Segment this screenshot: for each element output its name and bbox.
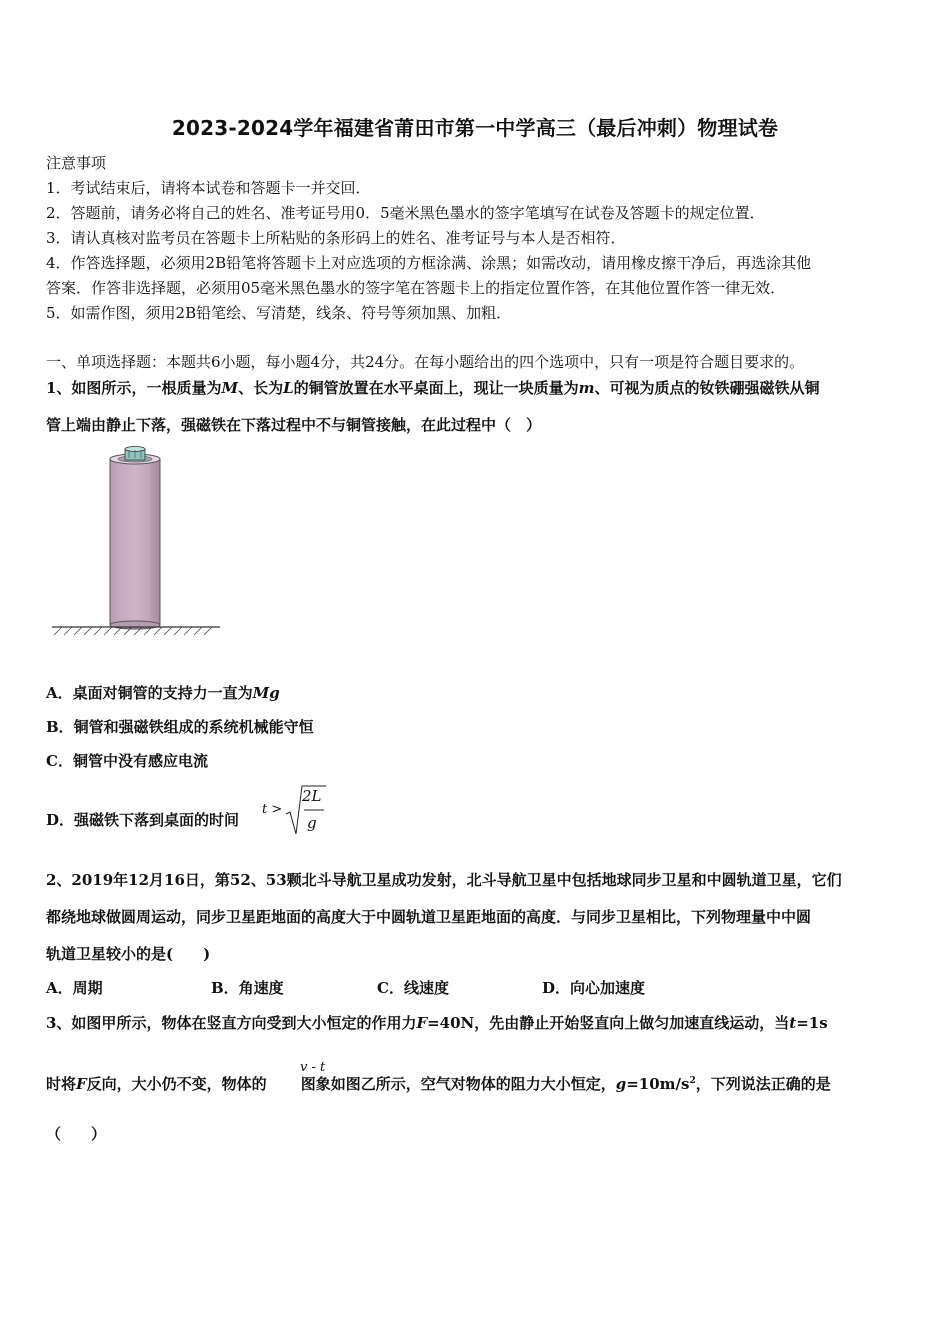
question-2-line-1: 2、2019年12月16日，第52、53颗北斗导航卫星成功发射，北斗导航卫星中包括地球同步卫星和中圆轨道卫星，它们 (46, 871, 842, 889)
question-3-line-1 (46, 1012, 828, 1033)
q1-text: 、长为 (238, 379, 284, 397)
q3-text: 反向，大小仍不变，物体的 (86, 1075, 267, 1093)
page-title: 2023-2024学年福建省莆田市第一中学高三（最后冲刺）物理试卷 (171, 116, 779, 140)
superscript: 2 (689, 1076, 696, 1086)
question-1-line-2: 管上端由静止下落，强磁铁在下落过程中不与铜管接触，在此过程中（ ） (46, 416, 542, 434)
notice-item: 2．答题前，请务必将自己的姓名、准考证号用0．5毫米黑色墨水的签字笔填写在试卷及答题卡的规定位置． (46, 204, 765, 222)
notice-heading: 注意事项 (46, 154, 107, 172)
question-3-line-2 (46, 1073, 831, 1094)
notice-item: 5．如需作图，须用2B铅笔绘、写清楚，线条、符号等须加黑、加粗． (46, 304, 512, 322)
var-g: g (615, 1075, 627, 1093)
formula-t: t > (262, 802, 283, 817)
q3-text: 时将 (46, 1075, 77, 1093)
var-M: M (221, 379, 239, 397)
notice-item: 4．作答选择题，必须用2B铅笔将答题卡上对应选项的方框涂满、涂黑；如需改动，请用橡皮擦干净后，再选涂其他 (46, 254, 812, 272)
q3-text: =10m/s (626, 1075, 690, 1093)
q3-text: 图象如图乙所示，空气对物体的阻力大小恒定， (300, 1075, 616, 1093)
option-c: C．铜管中没有感应电流 (46, 752, 208, 770)
option-d: D．强磁铁下落到桌面的时间 (46, 811, 240, 829)
q3-text: =40N，先由静止开始竖直向上做匀加速直线运动，当 (427, 1014, 790, 1032)
var-F: F (416, 1014, 428, 1032)
option-b: B．角速度 (211, 979, 284, 997)
option-c: C．线速度 (377, 979, 449, 997)
question-1-line-1 (46, 377, 820, 398)
notice-item: 1．考试结束后，请将本试卷和答题卡一并交回． (46, 179, 371, 197)
option-a-text: A．桌面对铜管的支持力一直为 (46, 684, 253, 702)
q1-text: 、可视为质点的钕铁硼强磁铁从铜 (594, 379, 820, 397)
var-t: t (789, 1014, 797, 1032)
notice-item: 3．请认真核对监考员在答题卡上所粘贴的条形码上的姓名、准考证号与本人是否相符． (46, 229, 626, 247)
question-3-line-3: （ ） (46, 1125, 107, 1143)
notice-item: 答案．作答非选择题，必须用05毫米黑色墨水的签字笔在答题卡上的指定位置作答，在其他位置作答一律无效． (46, 279, 786, 297)
section-heading: 一、单项选择题：本题共6小题，每小题4分，共24分。在每小题给出的四个选项中，只有一项是符合题目要求的。 (46, 353, 805, 371)
var-F: F (76, 1075, 87, 1093)
question-2-line-2: 都绕地球做圆周运动，同步卫星距地面的高度大于中圆轨道卫星距地面的高度．与同步卫星相比，下列物理量中中圆 (46, 908, 812, 926)
q1-text: 1、如图所示，一根质量为 (46, 379, 222, 397)
q1-text: 的铜管放置在水平桌面上，现让一块质量为 (293, 379, 579, 397)
q3-text: 3、如图甲所示，物体在竖直方向受到大小恒定的作用力 (46, 1014, 417, 1032)
question-2-line-3: 轨道卫星较小的是( ) (46, 945, 211, 963)
var-L: L (283, 379, 294, 397)
var-Mg: Mg (252, 684, 280, 702)
q3-text: =1s (796, 1014, 828, 1032)
option-b: B．铜管和强磁铁组成的系统机械能守恒 (46, 718, 314, 736)
formula-denominator: g (307, 814, 317, 832)
formula-numerator: 2L (302, 787, 322, 805)
option-a: A．周期 (46, 979, 103, 997)
var-m: m (578, 379, 595, 397)
formula-vt: v - t (300, 1060, 326, 1075)
copper-tube-figure (50, 445, 225, 645)
option-a (46, 682, 280, 703)
option-d: D．向心加速度 (542, 979, 646, 997)
q3-text: ，下列说法正确的是 (695, 1075, 831, 1093)
